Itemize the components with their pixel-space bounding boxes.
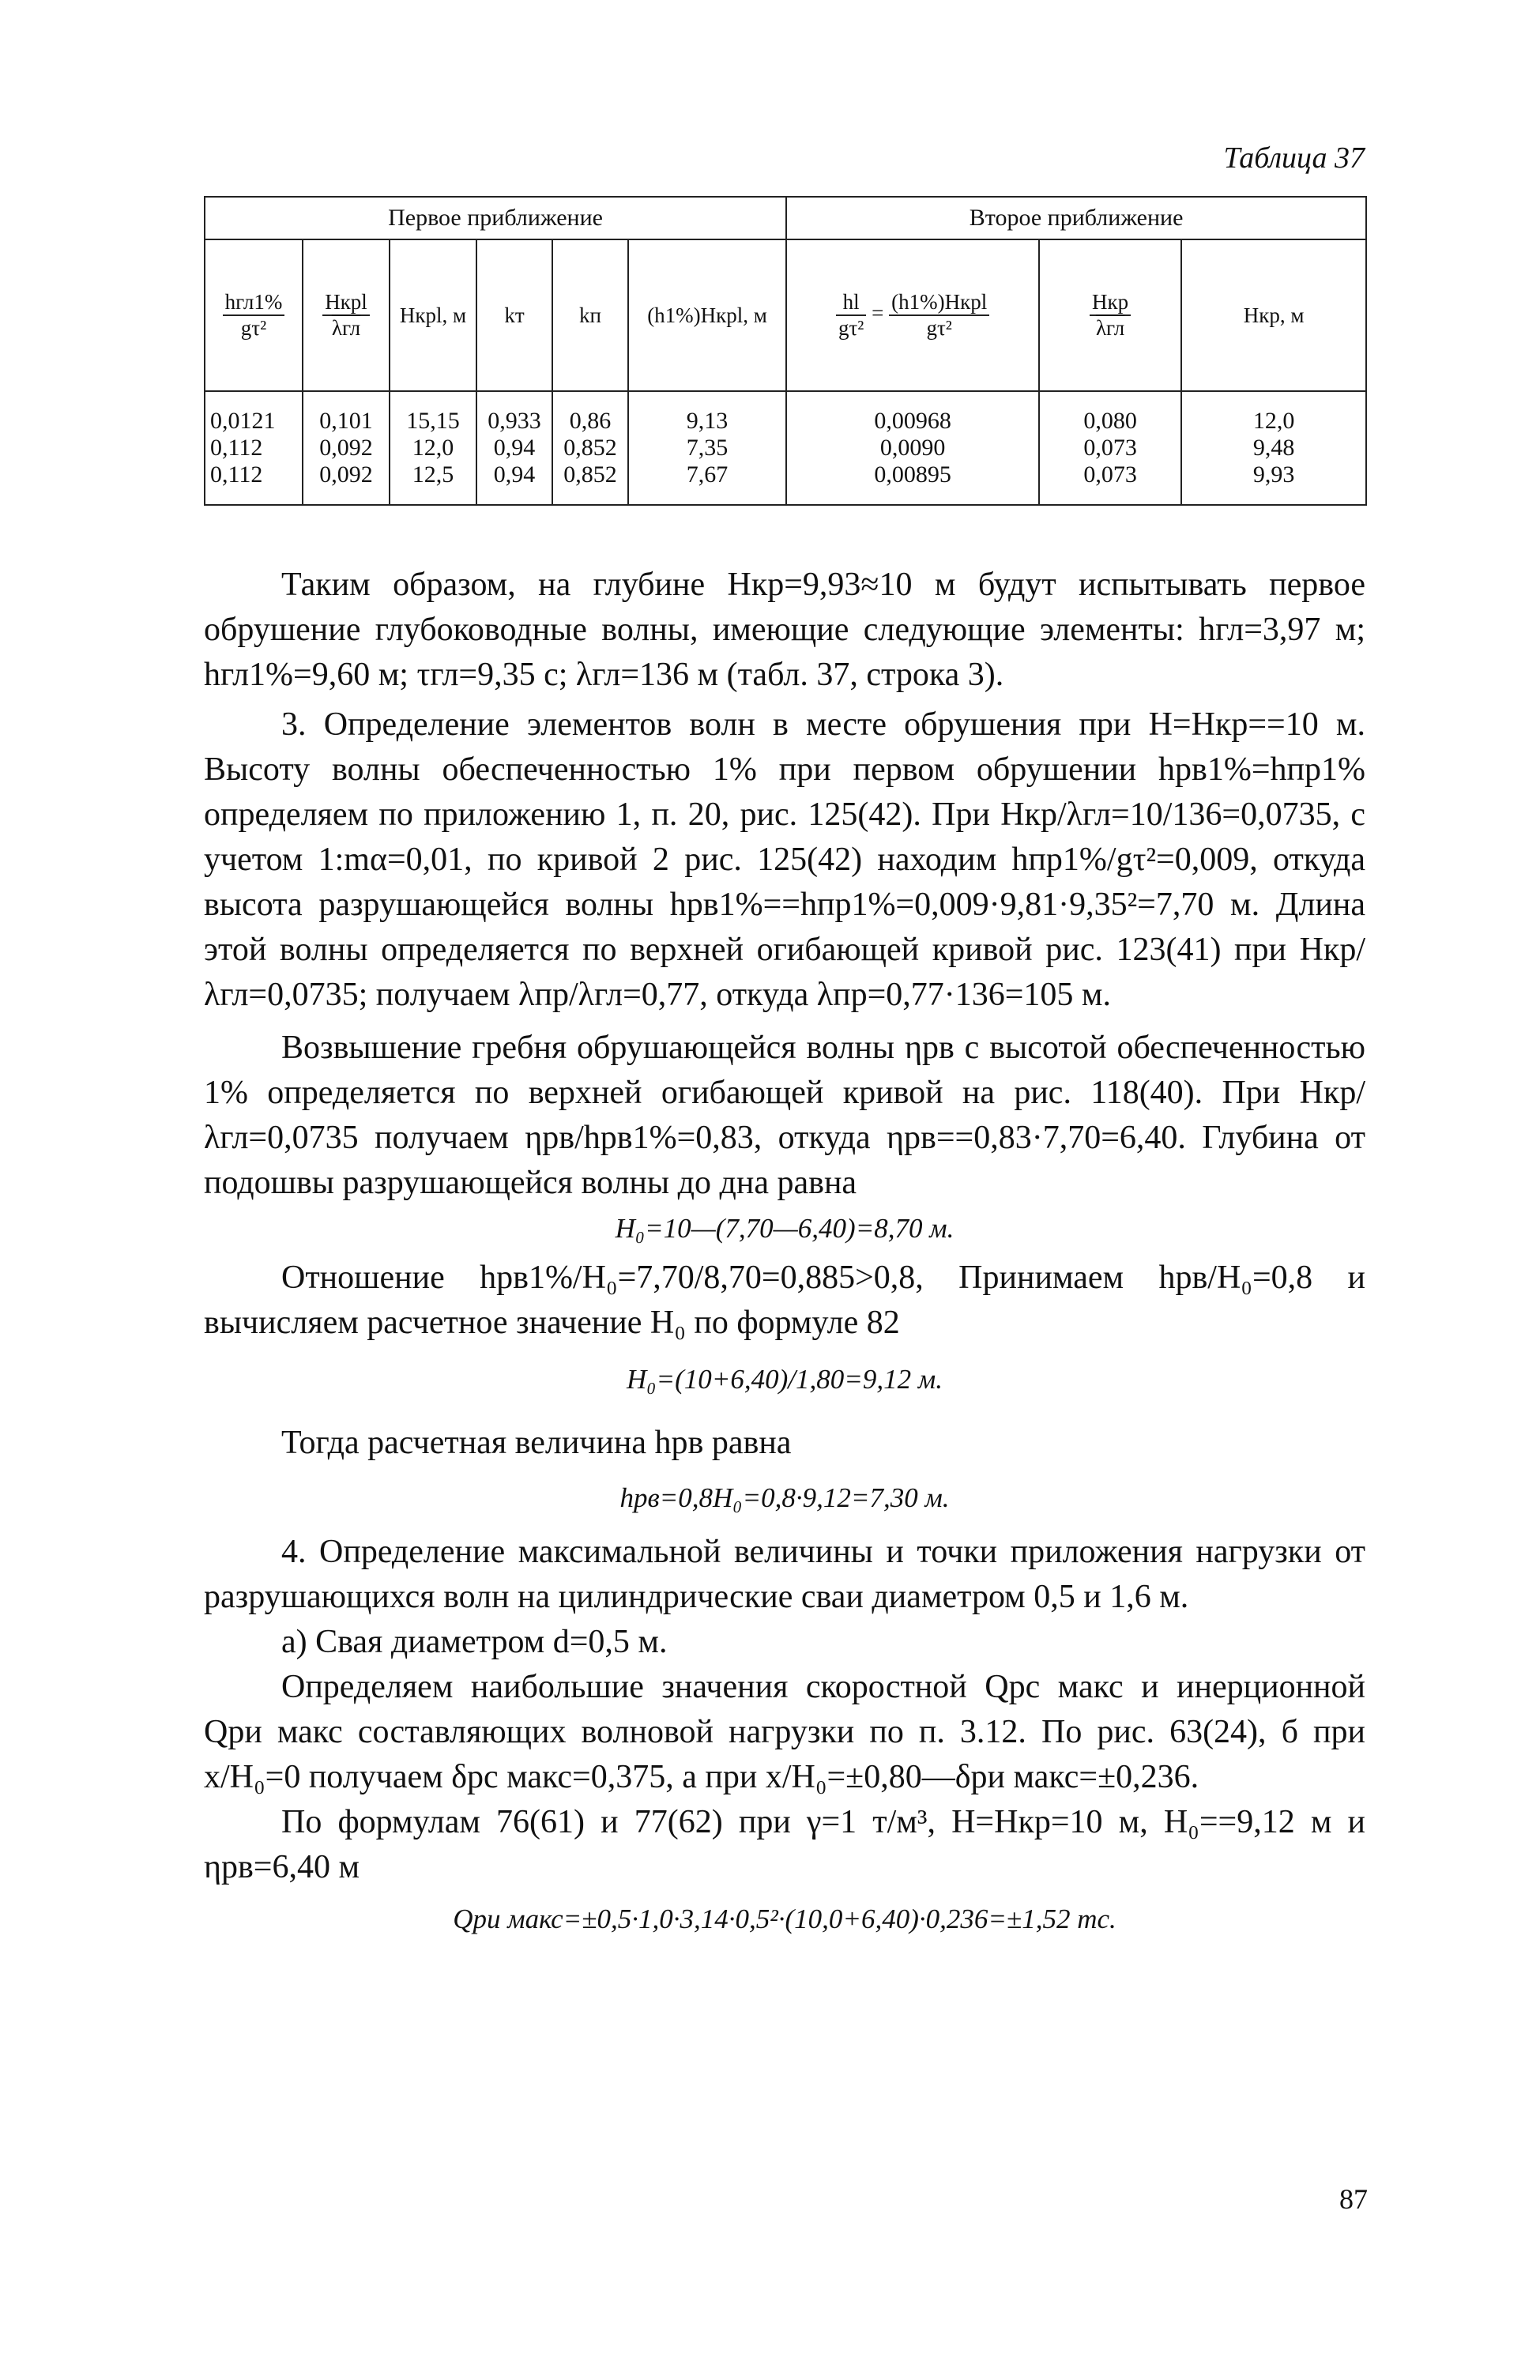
paragraph-step-3: 3. Определение элементов волн в месте обрушения при H=Hкр==10 м. Высоту волны обеспеченностью 1% при первом обрушении hрв1%=hпр1% определяем по приложению 1, п. 20, рис. 125(42). При Hкр/λгл=10/136=0,0735, с учетом 1:mα=0,01, по кривой 2 рис. 125(42) находим hпр1%/gτ²=0,009, откуда высота разрушающейся волны hрв1%==hпр1%=0,009·9,81·9,35²=7,70 м. Длина этой волны определяется по верхней огибающей кривой рис. 123(41) при Hкр/λгл=0,0735; получаем λпр/λгл=0,77, откуда λпр=0,77·136=105 м. <box>204 706 1365 1013</box>
table-caption: Таблица 37 <box>1223 141 1365 175</box>
equation-qri-max: Qри макс=±0,5·1,0·3,14·0,5²·(10,0+6,40)·0,236=±1,52 тс. <box>453 1904 1116 1934</box>
col-header-ratio-second: $\frac{hl}{\text{gτ²}}$ = $\frac{\text{(h1\%)Hкрl}}{\text{gτ²}}$ <box>786 239 1039 391</box>
table-cell: 15,15 12,0 12,5 <box>390 391 476 505</box>
equation-h0-depth: H₀=10—(7,70—6,40)=8,70 м. <box>615 1213 954 1244</box>
col-header-h1: (h1%)Hкрl, м <box>628 239 786 391</box>
col-header-hkr-ratio: $\frac{\text{Hкрl}}{\text{λгл}}$ <box>303 239 390 391</box>
paragraph-load-components: Определяем наибольшие значения скоростной Qрс макс и инерционной Qри макс составляющих волновой нагрузки по п. 3.12. По рис. 63(24), б при x/H₀=0 получаем δрс макс=0,375, а при x/H₀=±0,80—δри макс=±0,236. <box>204 1669 1365 1795</box>
col-header-hkrl: Hкрl, м <box>390 239 476 391</box>
table-group-first: Первое приближение <box>205 197 786 239</box>
paragraph-ratio: Отношение hрв1%/H₀=7,70/8,70=0,885>0,8, Принимаем hрв/H₀=0,8 и вычисляем расчетное значение H₀ по формуле 82 <box>204 1260 1365 1341</box>
col-header-kp: kп <box>552 239 628 391</box>
table-cell: 0,101 0,092 0,092 <box>303 391 390 505</box>
paragraph-pile-05: а) Свая диаметром d=0,5 м. <box>281 1624 668 1660</box>
page-number: 87 <box>1339 2183 1368 2215</box>
col-header-kt: kт <box>476 239 552 391</box>
table-cell: 0,00968 0,0090 0,00895 <box>786 391 1039 505</box>
paragraph-summary: Таким образом, на глубине Hкр=9,93≈10 м будут испытывать первое обрушение глубоководные волны, имеющие следующие элементы: hгл=3,97 м; hгл1%=9,60 м; τгл=9,35 с; λгл=136 м (табл. 37, строка 3). <box>204 567 1365 693</box>
col-header-hkr2-ratio: $\frac{\text{Hкр}}{\text{λгл}}$ <box>1039 239 1181 391</box>
table-cell: 0,86 0,852 0,852 <box>552 391 628 505</box>
table-cell: 9,13 7,35 7,67 <box>628 391 786 505</box>
equation-h0-calc: H₀=(10+6,40)/1,80=9,12 м. <box>627 1364 943 1395</box>
table-group-second: Второе приближение <box>786 197 1366 239</box>
col-header-hkr-m: Hкр, м <box>1181 239 1366 391</box>
equation-hrv: hрв=0,8H₀=0,8·9,12=7,30 м. <box>619 1482 950 1513</box>
table-cell: 0,080 0,073 0,073 <box>1039 391 1181 505</box>
body-text <box>204 563 1365 1941</box>
table-cell: 0,0121 0,112 0,112 <box>205 391 303 505</box>
paragraph-design-height: Тогда расчетная величина hрв равна <box>281 1425 792 1461</box>
col-header-hgl: $\frac{\text{hгл1\%}}{\text{gτ²}}$ <box>205 239 303 391</box>
table-cell: 0,933 0,94 0,94 <box>476 391 552 505</box>
table-cell: 12,0 9,48 9,93 <box>1181 391 1366 505</box>
data-table <box>204 196 1367 506</box>
paragraph-crest-elevation: Возвышение гребня обрушающейся волны ηрв с высотой обеспеченностью 1% определяется по верхней огибающей кривой на рис. 118(40). При Hкр/λгл=0,0735 получаем ηрв/hрв1%=0,83, откуда ηрв==0,83·7,70=6,40. Глубина от подошвы разрушающейся волны до дна равна <box>204 1030 1365 1201</box>
paragraph-step-4: 4. Определение максимальной величины и точки приложения нагрузки от разрушающихся волн на цилиндрические сваи диаметром 0,5 и 1,6 м. <box>204 1534 1365 1615</box>
paragraph-formulas: По формулам 76(61) и 77(62) при γ=1 т/м³, H=Hкр=10 м, H₀==9,12 м и ηрв=6,40 м <box>204 1804 1365 1885</box>
